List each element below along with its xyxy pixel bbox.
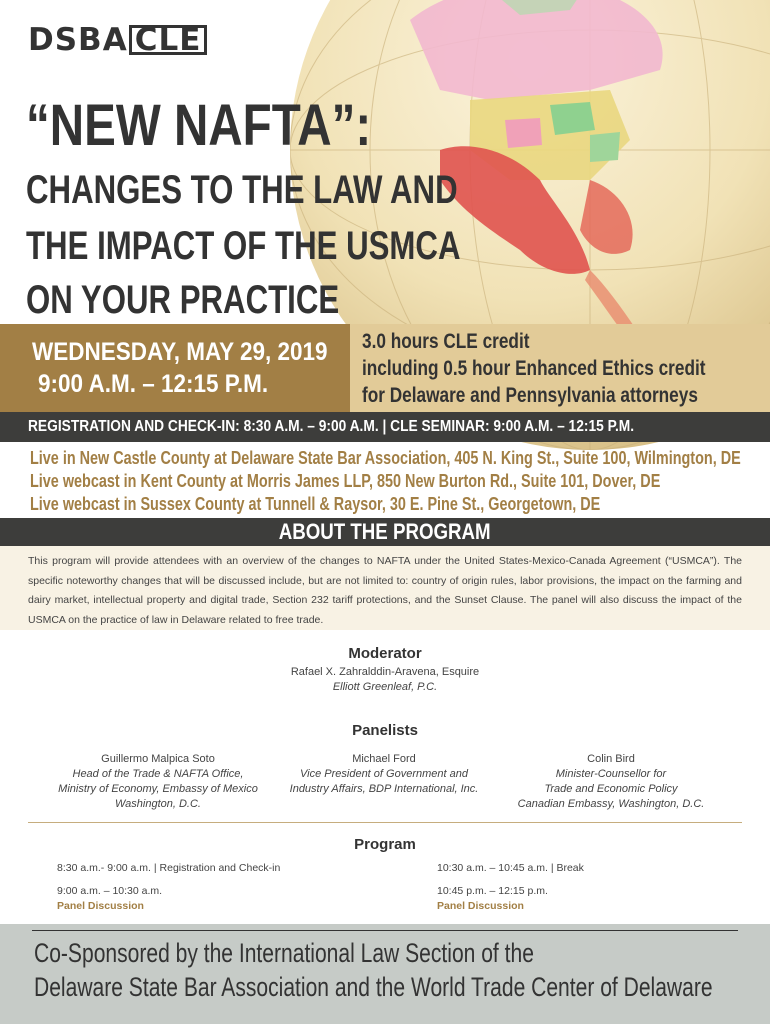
logo-prefix: DSBA [28, 22, 128, 58]
event-subtitle-line3: ON YOUR PRACTICE [26, 278, 340, 322]
event-date: WEDNESDAY, MAY 29, 2019 [32, 338, 328, 366]
panelists-heading: Panelists [352, 722, 418, 739]
footer-divider [32, 930, 738, 931]
registration-bar [0, 412, 770, 442]
panelist-name: Colin Bird [587, 753, 635, 765]
dsba-cle-logo [28, 24, 207, 56]
panelist-card [491, 752, 731, 812]
panelist-card [38, 752, 278, 812]
event-subtitle-line1: CHANGES TO THE LAW AND [26, 168, 458, 212]
moderator-name: Rafael X. Zahralddin-Aravena, Esquire [290, 666, 480, 678]
section-divider [28, 822, 742, 823]
cosponsor-line2: Delaware State Bar Association and the World Trade Center of Delaware [34, 972, 713, 1002]
moderator-firm: Elliott Greenleaf, P.C. [332, 681, 438, 693]
location-kent: Live webcast in Kent County at Morris James LLP, 850 New Burton Rd., Suite 101, Dover, DE [30, 471, 661, 491]
registration-text: REGISTRATION AND CHECK-IN: 8:30 A.M. – 9:00 A.M. | CLE SEMINAR: 9:00 A.M. – 12:15 P.M. [28, 418, 635, 435]
panelist-card [264, 752, 504, 797]
program-item-time: 9:00 a.m. – 10:30 a.m. [57, 885, 163, 897]
cosponsor-footer [0, 924, 770, 1024]
panelist-role: Canadian Embassy, Washington, D.C. [517, 798, 705, 810]
program-item-time: 10:30 a.m. – 10:45 a.m. | Break [437, 862, 584, 874]
credit-line2: including 0.5 hour Enhanced Ethics credit [362, 357, 706, 380]
logo-cle-box: CLE [129, 25, 208, 55]
program-item-title: Panel Discussion [57, 900, 144, 912]
location-new-castle: Live in New Castle County at Delaware State Bar Association, 405 N. King St., Suite 100, Wilmington, DE [30, 448, 741, 468]
panelist-role: Head of the Trade & NAFTA Office, [72, 768, 244, 780]
event-title: “NEW NAFTA”: [26, 93, 372, 158]
date-band [0, 324, 350, 412]
credit-line3: for Delaware and Pennsylvania attorneys [362, 384, 698, 407]
about-text: This program will provide attendees with an overview of the changes to NAFTA under the United States-Mexico-Canada Agreement (“USMCA”). The specific noteworthy changes that will be discussed include, but are not limited to: country of origin rules, labor provisions, the impact on the farming and dairy market, intellectual property and digital trade, Section 232 tariff protections, and the Sunset Clause. The panel will also discuss the impact of the USMCA on the practice of law in Delaware related to free trade. [28, 555, 742, 626]
credit-line1: 3.0 hours CLE credit [362, 330, 530, 353]
event-subtitle-line2: THE IMPACT OF THE USMCA [26, 224, 461, 268]
credit-band [350, 324, 770, 412]
panelist-name: Guillermo Malpica Soto [101, 753, 215, 765]
about-heading: ABOUT THE PROGRAM [279, 519, 491, 544]
location-sussex: Live webcast in Sussex County at Tunnell & Raysor, 30 E. Pine St., Georgetown, DE [30, 494, 601, 514]
event-time: 9:00 A.M. – 12:15 P.M. [38, 370, 269, 398]
cosponsor-line1: Co-Sponsored by the International Law Section of the [34, 938, 534, 968]
about-heading-bar [0, 518, 770, 546]
panelist-role: Ministry of Economy, Embassy of Mexico [58, 783, 258, 795]
moderator-heading: Moderator [348, 645, 422, 662]
panelist-role: Industry Affairs, BDP International, Inc. [289, 783, 479, 795]
panelist-role: Trade and Economic Policy [544, 783, 678, 795]
program-heading: Program [354, 836, 416, 853]
program-item-time: 8:30 a.m.- 9:00 a.m. | Registration and Check-in [57, 862, 281, 874]
panelist-name: Michael Ford [352, 753, 416, 765]
program-item-time: 10:45 p.m. – 12:15 p.m. [437, 885, 548, 897]
panelist-role: Washington, D.C. [114, 798, 201, 810]
panelist-role: Vice President of Government and [300, 768, 468, 780]
panelist-role: Minister-Counsellor for [555, 768, 667, 780]
program-item-title: Panel Discussion [437, 900, 524, 912]
